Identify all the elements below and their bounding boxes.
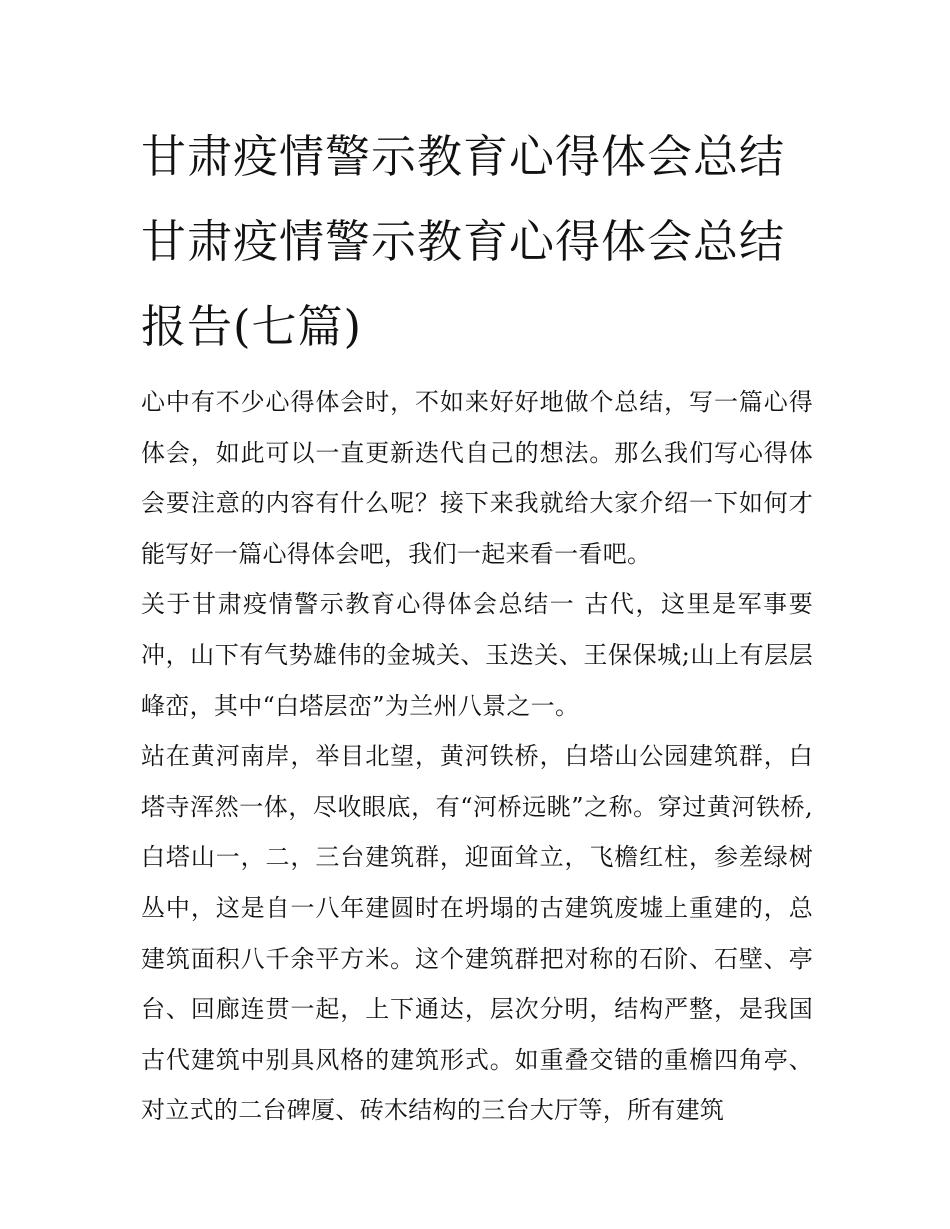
paragraph-section-one: 关于甘肃疫情警示教育心得体会总结一 古代，这里是军事要冲，山下有气势雄伟的金城关、玉迭关、王保保城;山上有层层峰峦，其中“白塔层峦”为兰州八景之一。 <box>141 590 813 720</box>
document-title: 甘肃疫情警示教育心得体会总结 甘肃疫情警示教育心得体会总结报告(七篇) <box>141 130 786 353</box>
paragraph-yellow-river: 站在黄河南岸，举目北望，黄河铁桥，白塔山公园建筑群，白塔寺浑然一体，尽收眼底，有“河桥远眺”之称。穿过黄河铁桥,白塔山一，二，三台建筑群，迎面耸立，飞檐红柱，参差绿树丛中，这是自一八年建圆时在坍塌的古建筑废墟上重建的，总建筑面积八千余平方米。这个建筑群把对称的石阶、石壁、亭台、回廊连贯一起，上下通达，层次分明，结构严整，是我国古代建筑中别具风格的建筑形式。如重叠交错的重檐四角亭、对立式的二台碑厦、砖木结构的三台大厅等，所有建筑 <box>141 742 813 1125</box>
paragraph-intro: 心中有不少心得体会时，不如来好好地做个总结，写一篇心得体会，如此可以一直更新迭代自己的想法。那么我们写心得体会要注意的内容有什么呢？接下来我就给大家介绍一下如何才能写好一篇心得体会吧，我们一起来看一看吧。 <box>141 388 813 568</box>
document-body <box>141 114 813 1136</box>
